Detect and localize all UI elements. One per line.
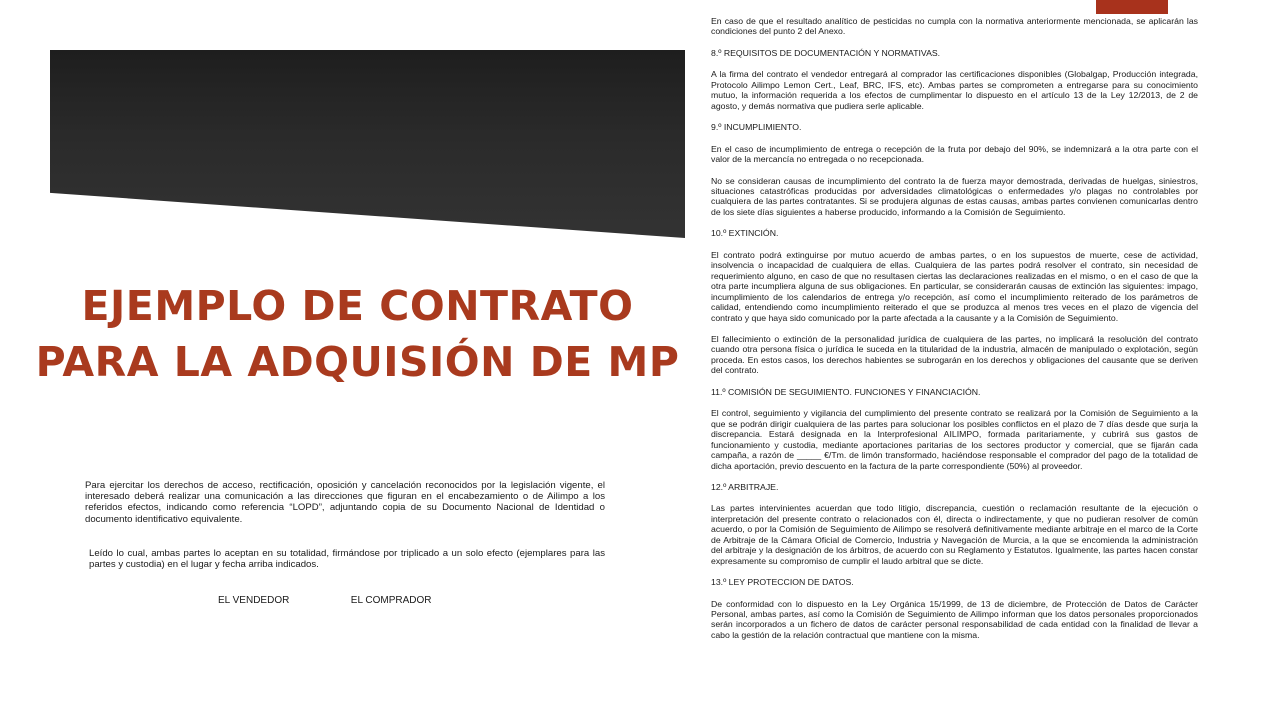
section-12-heading: 12.º ARBITRAJE.	[711, 481, 779, 492]
dark-banner	[50, 50, 685, 238]
privacy-paragraph: Para ejercitar los derechos de acceso, rectificación, oposición y cancelación reconocidos por la legislación vigente, el interesado deberá realizar una comunicación a las direcciones que figuran en el encabezamiento o de Ailimpo a los referidos efectos, indicando como referencia “LOPD”, adjuntando copia de su Documento Nacional de Identidad o documento identificativo equivalente.	[85, 480, 605, 525]
slide-title	[30, 278, 685, 390]
section-13-heading: 13.º LEY PROTECCION DE DATOS.	[711, 577, 854, 588]
accent-tab	[1096, 0, 1168, 14]
section-13-paragraph: De conformidad con lo dispuesto en la Ley Orgánica 15/1999, de 13 de diciembre, de Protección de Datos de Carácter Personal, ambas partes, así como la Comisión de Seguimiento de Ailimpo informan que los datos personales proporcionados serán incorporados a un fichero de datos de carácter personal responsabilidad de cada entidad con la finalidad de llevar a cabo la gestión de la relación contractual que mantiene con la misma.	[711, 598, 1198, 640]
section-11-heading: 11.º COMISIÓN DE SEGUIMIENTO. FUNCIONES Y FINANCIACIÓN.	[711, 386, 981, 397]
section-10-heading: 10.º EXTINCIÓN.	[711, 228, 779, 239]
intro-paragraph: En caso de que el resultado analítico de pesticidas no cumpla con la normativa anteriormente mencionada, se aplicarán las condiciones del punto 2 del Anexo.	[711, 16, 1198, 37]
section-11-paragraph: El control, seguimiento y vigilancia del cumplimiento del presente contrato se realizará por la Comisión de Seguimiento a la que se podrán dirigir cualquiera de las partes para solucionar los posibles conflictos en el plazo de 7 días desde que surja la discrepancia. Estará designada en la Interprofesional AILIMPO, formada paritariamente, y cubrirá sus gastos de funcionamiento y custodia, mediante aportaciones paritarias de los sectores productor y comercial, que se fijarán cada campaña, a razón de _____ €/Tm. de limón transformado, haciéndose responsable el comprador del pago de la totalidad de dicha aportación, previo descuento en la factura de la parte correspondiente (50%) al proveedor.	[711, 408, 1198, 471]
buyer-label: EL COMPRADOR	[350, 595, 432, 606]
consent-paragraph: Leído lo cual, ambas partes lo aceptan en su totalidad, firmándose por triplicado a un solo efecto (ejemplares para las partes y custodia) en el lugar y fecha arriba indicados.	[89, 547, 605, 571]
left-document-excerpt	[85, 480, 605, 593]
section-8-paragraph: A la firma del contrato el vendedor entregará al comprador las certificaciones disponibles (Globalgap, Producción integrada, Protocolo Ailimpo Lemon Cert., Leaf, BRC, IFS, etc). Ambas partes se comprometen a entregarse para su conocimiento mutuo, la información requerida a los efectos de cumplimentar lo dispuesto en el artículo 13 de la Ley 12/2013, de 2 de agosto, y demás normativa que pudiera serle aplicable.	[711, 69, 1198, 111]
section-8-heading: 8.º REQUISITOS DE DOCUMENTACIÓN Y NORMATIVAS.	[711, 47, 941, 58]
seller-label: EL VENDEDOR	[218, 595, 290, 606]
section-9-heading: 9.º INCUMPLIMIENTO.	[711, 122, 802, 133]
section-9-paragraph-1: En el caso de incumplimiento de entrega o recepción de la fruta por debajo del 90%, se indemnizará a la otra parte con el valor de la mercancía no entregada o no recepcionada.	[711, 143, 1198, 165]
signature-labels	[218, 595, 432, 606]
section-10-paragraph-2: El fallecimiento o extinción de la personalidad jurídica de cualquiera de las partes, no implicará la resolución del contrato cuando otra persona física o jurídica le suceda en la titularidad de la industria, almacén de manipulado o explotación, según proceda. En estos casos, los derechos habientes se subrogarán en los derechos y obligaciones del causante que se deriven del contrato.	[711, 333, 1198, 376]
section-10-paragraph-1: El contrato podrá extinguirse por mutuo acuerdo de ambas partes, o en los supuestos de muerte, cese de actividad, insolvencia o incapacidad de cualquiera de ellas. Cualquiera de las partes podrá resolver el contrato, sin necesidad de requerimiento alguno, en caso de que no resultasen ciertas las declaraciones realizadas en el mismo, o en el caso de que la otra parte incumpliera alguna de sus obligaciones. En particular, se considerarán causas de extinción las siguientes: impago, incumplimiento de los calendarios de entrega y/o recepción, así como el incumplimiento reiterado de los parámetros de calidad, entendiendo como incumplimiento reiterado el que se produzca al menos tres veces en el plazo de vigencia del contrato y que haya sido comunicado por la parte afectada a la causante y a la Comisión de Seguimiento.	[711, 249, 1198, 323]
section-12-paragraph: Las partes intervinientes acuerdan que todo litigio, discrepancia, cuestión o reclamación resultante de la ejecución o interpretación del presente contrato o relacionados con él, directa o indirectamente, y que no pudieran resolver de común acuerdo, o por la Comisión de Seguimiento de Ailimpo se resolverá definitivamente mediante arbitraje en el marco de la Corte de Arbitraje de la Cámara Oficial de Comercio, Industria y Navegación de Murcia, a la que se encomienda la administración del arbitraje y la designación de los árbitros, de acuerdo con su Reglamento y Estatutos. Igualmente, las partes hacen constar expresamente su compromiso de cumplir el laudo arbitral que se dicte.	[711, 503, 1198, 566]
right-document-excerpt	[711, 16, 1198, 651]
title-line-1: EJEMPLO DE CONTRATO	[81, 282, 634, 330]
section-9-paragraph-2: No se consideran causas de incumplimiento del contrato la de fuerza mayor demostrada, derivadas de huelgas, siniestros, situaciones catastróficas producidas por adversidades climatológicas o enfermedades y/o plagas no controlables por cualquiera de las partes contratantes. Si se produjera algunas de estas causas, ambas partes convienen comunicarlas dentro de los siete días siguientes a haberse producido, informando a la Comisión de Seguimiento.	[711, 175, 1198, 217]
title-line-2: PARA LA ADQUISIÓN DE MP	[35, 338, 680, 386]
